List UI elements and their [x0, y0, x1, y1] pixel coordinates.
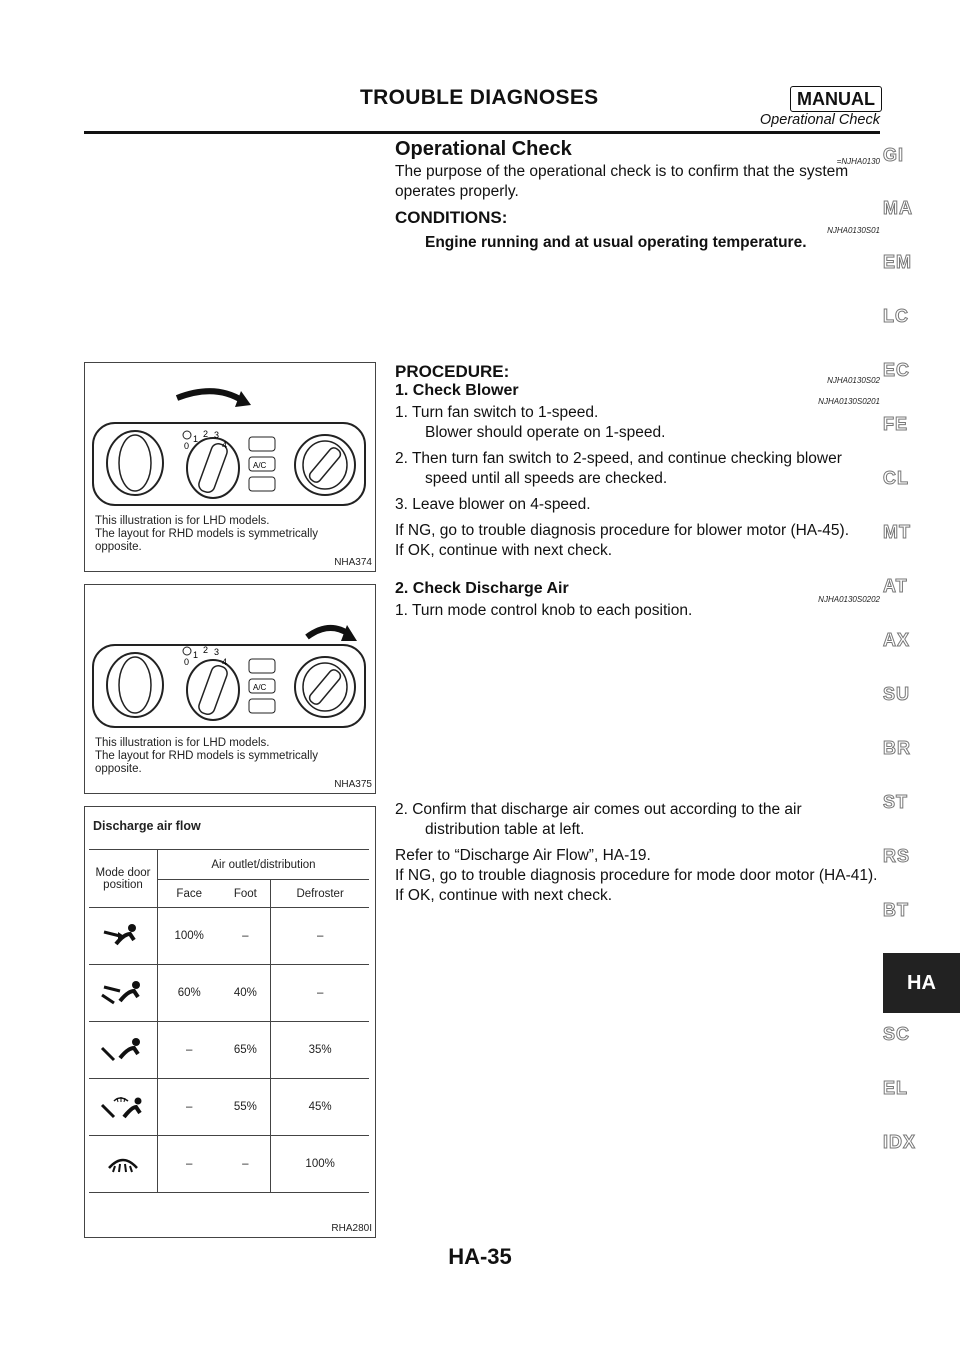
tab-lc[interactable]: LC: [883, 306, 909, 326]
col-air-outlet: Air outlet/distribution: [158, 850, 370, 880]
row3-defroster: 35%: [271, 1022, 369, 1079]
header-title: TROUBLE DIAGNOSES: [360, 86, 599, 109]
col-foot: Foot: [220, 880, 270, 908]
section-intro: The purpose of the operational check is to confirm that the system operates properly.: [395, 163, 849, 200]
header-subtitle: Operational Check: [759, 112, 880, 128]
section-title: Operational Check: [395, 138, 572, 160]
row5-foot: –: [242, 1158, 249, 1170]
foot-defrost-icon: [89, 1079, 158, 1136]
fan-label-3: 3: [214, 647, 220, 657]
col-defroster: Defroster: [271, 880, 369, 908]
row1-face: 100%: [174, 930, 204, 942]
discharge-refer: Refer to “Discharge Air Flow”, HA-19.: [395, 847, 651, 864]
fig1-caption-3: opposite.: [95, 541, 142, 553]
fig2-caption-1: This illustration is for LHD models.: [95, 737, 270, 749]
tab-em[interactable]: EM: [883, 252, 912, 272]
foot-icon: [89, 1022, 158, 1079]
procedure-title: PROCEDURE:: [395, 362, 510, 381]
fig2-caption-3: opposite.: [95, 763, 142, 775]
vent-icon: [89, 908, 158, 965]
blower-steps: [395, 403, 880, 561]
table-header-row: [89, 850, 369, 880]
discharge-table-title: Discharge air flow: [93, 819, 201, 833]
fan-label-1: 1: [193, 650, 199, 660]
tab-rs[interactable]: RS: [883, 846, 911, 866]
bi-level-icon: [89, 965, 158, 1022]
row2-face: 60%: [177, 987, 201, 999]
row5-defroster: 100%: [271, 1136, 369, 1193]
row1-defroster: –: [271, 908, 369, 965]
fan-label-4: 4: [222, 440, 228, 450]
tab-idx[interactable]: IDX: [883, 1132, 917, 1152]
row2-defroster: –: [271, 965, 369, 1022]
blower-step-2: 2. Then turn fan switch to 2-speed, and continue checking blower speed until all speeds are checked.: [395, 450, 842, 487]
fig1-code: NHA374: [334, 557, 372, 568]
blower-code: NJHA0130S0201: [818, 397, 880, 406]
control-panel-illustration: [85, 585, 375, 735]
row3-face: –: [186, 1044, 193, 1056]
tab-sc[interactable]: SC: [883, 1024, 911, 1044]
fan-label-4: 4: [222, 657, 228, 667]
table-row: [89, 1136, 369, 1193]
blower-step-1: 1. Turn fan switch to 1-speed.: [395, 404, 599, 421]
tab-st[interactable]: ST: [883, 792, 909, 812]
fan-label-2: 2: [203, 429, 209, 439]
row5-face: –: [186, 1158, 193, 1170]
fan-label-3: 3: [214, 430, 220, 440]
blower-step-1-note: Blower should operate on 1-speed.: [425, 424, 666, 441]
tab-ax[interactable]: AX: [883, 630, 911, 650]
tab-br[interactable]: BR: [883, 738, 911, 758]
tab-su[interactable]: SU: [883, 684, 911, 704]
fig1-caption-2: The layout for RHD models is symmetrically: [95, 528, 319, 540]
table-row: [89, 1079, 369, 1136]
row4-defroster: 45%: [271, 1079, 369, 1136]
figure-mode-panel: [84, 584, 376, 794]
tab-mt[interactable]: MT: [883, 522, 911, 542]
tab-bt[interactable]: BT: [883, 900, 909, 920]
discharge-ok: If OK, continue with next check.: [395, 887, 613, 904]
control-panel-illustration: [85, 363, 375, 513]
row4-face: –: [186, 1101, 193, 1113]
col-face: Face: [158, 880, 221, 908]
table-row: [89, 908, 369, 965]
discharge-step-2: 2. Confirm that discharge air comes out according to the air distribution table at left.: [395, 801, 802, 838]
table-row: [89, 965, 369, 1022]
tab-el[interactable]: EL: [883, 1078, 909, 1098]
conditions-code: NJHA0130S01: [827, 226, 880, 235]
procedure-code: NJHA0130S02: [827, 376, 880, 385]
blower-title: 1. Check Blower: [395, 382, 519, 399]
fig2-caption-2: The layout for RHD models is symmetrically: [95, 750, 319, 762]
tab-ec[interactable]: EC: [883, 360, 911, 380]
ac-label: A/C: [253, 461, 267, 470]
blower-ng: If NG, go to trouble diagnosis procedure for blower motor (HA-45).: [395, 522, 850, 539]
section-code: =NJHA0130: [836, 157, 880, 166]
row1-foot: –: [242, 930, 249, 942]
manual-badge: MANUAL: [790, 86, 882, 112]
blower-ok: If OK, continue with next check.: [395, 542, 613, 559]
fig3-code: RHA280I: [331, 1223, 372, 1234]
fig2-code: NHA375: [334, 779, 372, 790]
row3-foot: 65%: [233, 1044, 257, 1056]
fan-label-1: 1: [193, 434, 199, 444]
page-number: HA-35: [448, 1244, 512, 1269]
tab-at[interactable]: AT: [883, 576, 908, 596]
figure-discharge-table: [84, 806, 376, 1238]
tab-cl[interactable]: CL: [883, 468, 909, 488]
fig1-caption-1: This illustration is for LHD models.: [95, 515, 270, 527]
tab-gi[interactable]: GI: [883, 145, 905, 165]
discharge-step-1: 1. Turn mode control knob to each position.: [395, 602, 693, 619]
fan-label-0: 0: [184, 657, 190, 667]
tab-ha[interactable]: HA: [883, 953, 960, 1013]
tab-ma[interactable]: MA: [883, 198, 913, 218]
table-row: [89, 1022, 369, 1079]
fan-label-2: 2: [203, 645, 209, 655]
discharge-ng: If NG, go to trouble diagnosis procedure for mode door motor (HA-41).: [395, 867, 878, 884]
tab-fe[interactable]: FE: [883, 414, 909, 434]
row4-foot: 55%: [233, 1101, 257, 1113]
discharge-air-table: [89, 849, 369, 1193]
discharge-title: 2. Check Discharge Air: [395, 580, 569, 597]
fan-label-0: 0: [184, 441, 190, 451]
discharge-code: NJHA0130S0202: [818, 595, 880, 604]
blower-step-3: 3. Leave blower on 4-speed.: [395, 496, 591, 513]
row2-foot: 40%: [233, 987, 257, 999]
figure-blower-panel: [84, 362, 376, 572]
ac-label: A/C: [253, 683, 267, 692]
conditions-title: CONDITIONS:: [395, 208, 508, 227]
defrost-icon: [89, 1136, 158, 1193]
col-mode-door: Mode door position: [89, 850, 158, 908]
discharge-block: [395, 800, 880, 906]
conditions-text: Engine running and at usual operating temperature.: [425, 234, 807, 251]
header-rule: [84, 131, 880, 134]
